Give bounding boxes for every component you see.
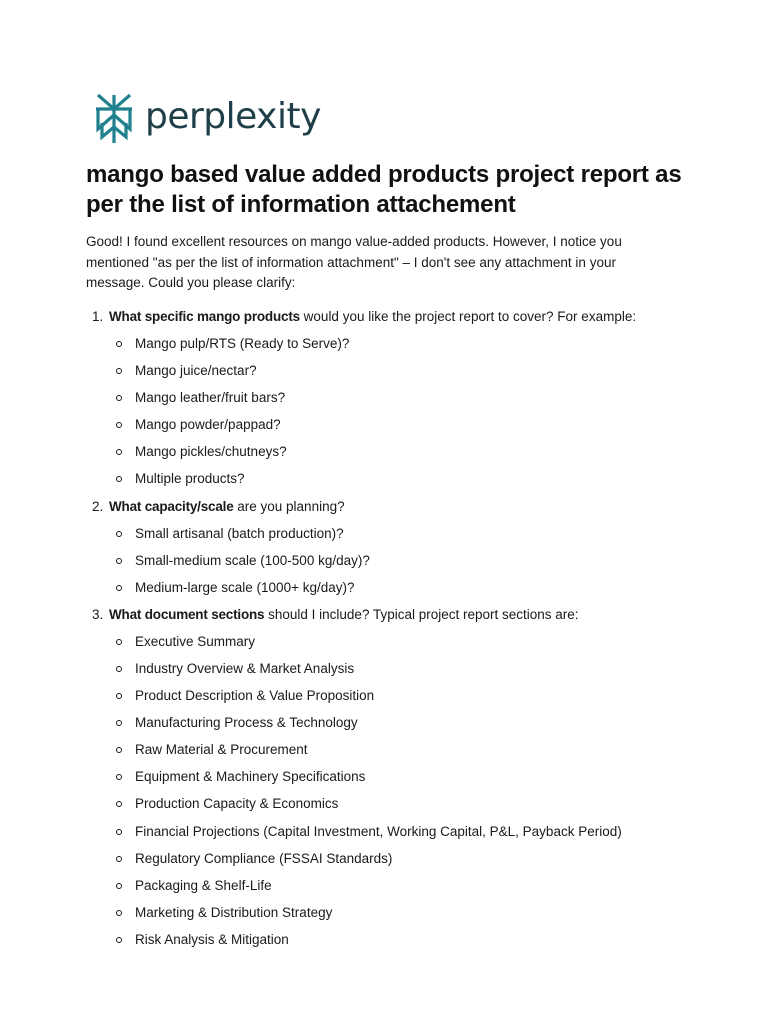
list-item-text: Product Description & Value Proposition: [135, 688, 375, 704]
list-item-text: Executive Summary: [135, 633, 256, 649]
list-item: [109, 415, 706, 435]
question-item: [86, 605, 706, 950]
list-item: [109, 767, 706, 787]
list-item: [109, 876, 706, 896]
list-item: [109, 334, 706, 354]
question-number: 1.: [92, 309, 104, 324]
list-item-text: Industry Overview & Market Analysis: [135, 660, 355, 676]
circle-bullet-icon: [116, 531, 122, 537]
question-text: [109, 307, 706, 327]
list-item: [109, 632, 706, 652]
list-item-text: Mango powder/pappad?: [135, 417, 281, 433]
circle-bullet-icon: [116, 747, 122, 753]
circle-bullet-icon: [116, 801, 122, 807]
question-item: [86, 497, 706, 598]
circle-bullet-icon: [116, 341, 122, 347]
list-item-text: Financial Projections (Capital Investment, Working Capital, P&L, Payback Period): [135, 823, 622, 839]
list-item: [109, 930, 706, 950]
circle-bullet-icon: [116, 368, 122, 374]
list-item-text: Medium-large scale (1000+ kg/day)?: [135, 579, 355, 595]
brand-wordmark: perplexity: [145, 96, 321, 137]
list-item-text: Packaging & Shelf-Life: [135, 877, 272, 893]
option-list: [109, 334, 706, 489]
list-item-text: Risk Analysis & Mitigation: [135, 931, 289, 947]
list-item: [109, 578, 706, 598]
question-rest: should I include? Typical project report sections are:: [264, 606, 579, 622]
question-emphasis: What capacity/scale: [109, 498, 234, 514]
list-item: [109, 686, 706, 706]
list-item-text: Regulatory Compliance (FSSAI Standards): [135, 850, 393, 866]
list-item-text: Small-medium scale (100-500 kg/day)?: [135, 552, 370, 568]
question-emphasis: What document sections: [109, 606, 265, 622]
list-item-text: Multiple products?: [135, 471, 245, 487]
list-item: [109, 551, 706, 571]
list-item: [109, 903, 706, 923]
question-emphasis: What specific mango products: [109, 309, 300, 324]
list-item: [109, 740, 706, 760]
list-item: [109, 361, 706, 381]
question-number: 2.: [92, 498, 104, 514]
circle-bullet-icon: [116, 720, 122, 726]
question-text: [109, 497, 706, 517]
list-item-text: Marketing & Distribution Strategy: [135, 904, 333, 920]
list-item: [109, 524, 706, 544]
circle-bullet-icon: [116, 883, 122, 889]
option-list: [109, 632, 706, 950]
circle-bullet-icon: [116, 639, 122, 645]
question-rest: are you planning?: [233, 498, 345, 514]
circle-bullet-icon: [116, 558, 122, 564]
question-item: [86, 307, 706, 489]
list-item-text: Mango leather/fruit bars?: [135, 390, 286, 406]
list-item: [109, 469, 706, 489]
circle-bullet-icon: [116, 476, 122, 482]
intro-paragraph: Good! I found excellent resources on mango value-added products. However, I notice you mentioned "as per the list of information attachment" – I don't see any attachment in your message. Could you please clarify:: [86, 234, 622, 290]
question-number: 3.: [92, 606, 104, 622]
perplexity-logo-icon: [93, 93, 135, 145]
list-item: [109, 442, 706, 462]
circle-bullet-icon: [116, 666, 122, 672]
list-item-text: Mango pulp/RTS (Ready to Serve)?: [135, 336, 350, 351]
list-item: [109, 822, 706, 842]
circle-bullet-icon: [116, 910, 122, 916]
question-rest: would you like the project report to cover? For example:: [299, 309, 637, 324]
list-item: [109, 388, 706, 408]
circle-bullet-icon: [116, 856, 122, 862]
question-text: [109, 605, 706, 625]
list-item-text: Mango juice/nectar?: [135, 363, 257, 379]
list-item-text: Mango pickles/chutneys?: [135, 444, 287, 460]
list-item: [109, 794, 706, 814]
page-title: mango based value added products project report as per the list of information attachement: [86, 161, 682, 218]
circle-bullet-icon: [116, 449, 122, 455]
list-item: [109, 659, 706, 679]
brand-logo: [93, 93, 321, 145]
list-item: [109, 713, 706, 733]
circle-bullet-icon: [116, 937, 122, 943]
circle-bullet-icon: [116, 422, 122, 428]
circle-bullet-icon: [116, 693, 122, 699]
list-item-text: Production Capacity & Economics: [135, 796, 339, 812]
list-item-text: Manufacturing Process & Technology: [135, 715, 358, 731]
circle-bullet-icon: [116, 395, 122, 401]
list-item-text: Raw Material & Procurement: [135, 742, 308, 758]
list-item-text: Equipment & Machinery Specifications: [135, 769, 366, 785]
circle-bullet-icon: [116, 585, 122, 591]
list-item: [109, 849, 706, 869]
list-item-text: Small artisanal (batch production)?: [135, 525, 344, 541]
circle-bullet-icon: [116, 774, 122, 780]
question-list: [86, 307, 706, 957]
circle-bullet-icon: [116, 829, 122, 835]
option-list: [109, 524, 706, 598]
